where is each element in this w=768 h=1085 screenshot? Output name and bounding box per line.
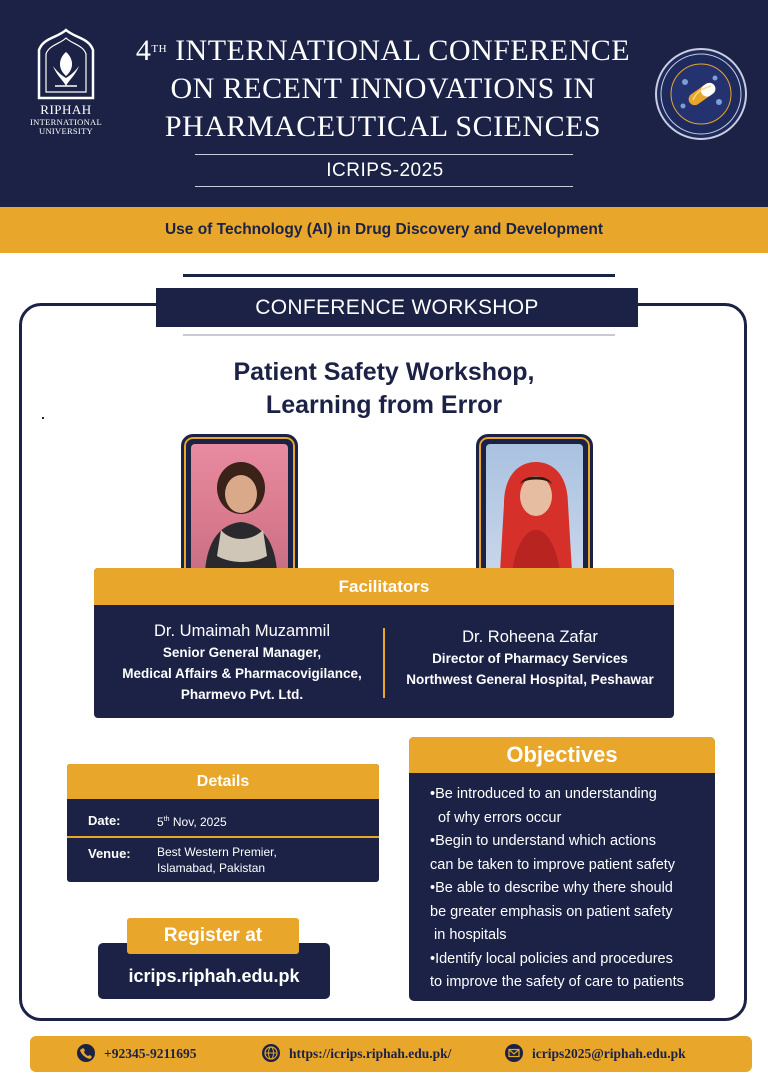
facilitators-divider [383, 628, 385, 698]
university-name: RIPHAH [40, 102, 92, 117]
date-rest: Nov, 2025 [169, 815, 227, 829]
details-heading: Details [67, 764, 379, 799]
riphah-crest-icon [33, 28, 99, 100]
facilitators-heading: Facilitators [94, 568, 674, 605]
venue-value [157, 844, 277, 876]
email-icon [505, 1044, 523, 1062]
workshop-title-line-1: Patient Safety Workshop, [233, 358, 535, 386]
university-subtitle: INTERNATIONAL UNIVERSITY [30, 117, 102, 136]
facilitator-1-line-3: Pharmevo Pvt. Ltd. [180, 687, 304, 702]
facilitator-photo-1 [181, 434, 298, 582]
workshop-label: CONFERENCE WORKSHOP [156, 288, 638, 327]
stray-dot [42, 417, 44, 419]
contact-email[interactable]: icrips2025@riphah.edu.pk [532, 1046, 686, 1061]
objectives-list [430, 783, 710, 995]
objective-line: to improve the safety of care to patients [430, 974, 684, 990]
date-suffix: th [163, 816, 170, 823]
facilitator-1-line-2: Medical Affairs & Pharmacovigilance, [122, 666, 362, 681]
theme-band: Use of Technology (AI) in Drug Discovery and Development [0, 207, 768, 253]
ordinal-suffix: TH [151, 43, 168, 55]
workshop-title [150, 356, 618, 422]
date-label: Date: [88, 813, 121, 828]
conference-title [118, 32, 648, 146]
workshop-rule-bottom [183, 334, 615, 336]
facilitator-2-name: Dr. Roheena Zafar [462, 628, 598, 646]
objective-line: in hospitals [434, 927, 507, 943]
facilitator-1-line-1: Senior General Manager, [162, 645, 322, 660]
conference-code: ICRIPS-2025 [326, 160, 444, 181]
header-rule-bottom [195, 186, 573, 187]
title-line-1: INTERNATIONAL CONFERENCE [175, 34, 631, 67]
phone-icon [77, 1044, 95, 1062]
register-heading: Register at [127, 918, 299, 954]
facilitator-2-line-1: Director of Pharmacy Services [432, 651, 628, 666]
ordinal-number: 4 [135, 34, 152, 67]
riphah-logo [20, 28, 112, 148]
details-row-divider [67, 836, 379, 838]
globe-icon [262, 1044, 280, 1062]
contact-website[interactable]: https://icrips.riphah.edu.pk/ [289, 1046, 452, 1061]
title-line-2: ON RECENT INNOVATIONS IN [170, 72, 596, 105]
venue-line-2: Islamabad, Pakistan [157, 861, 266, 875]
register-url[interactable]: icrips.riphah.edu.pk [98, 943, 330, 999]
objective-line: of why errors occur [438, 809, 562, 826]
venue-line-1: Best Western Premier, [157, 845, 277, 859]
title-line-3: PHARMACEUTICAL SCIENCES [164, 110, 602, 143]
objective-line: •Be introduced to an understanding [430, 786, 657, 802]
date-day: 5 [157, 815, 164, 829]
objective-line: can be taken to improve patient safety [430, 856, 676, 873]
objective-line: •Identify local policies and procedures [430, 950, 673, 967]
objectives-heading: Objectives [409, 737, 715, 773]
conference-seal-icon [655, 48, 747, 140]
workshop-rule-top [183, 274, 615, 277]
venue-label: Venue: [88, 846, 131, 861]
facilitator-1 [104, 620, 380, 705]
facilitator-2 [392, 626, 668, 690]
workshop-title-line-2: Learning from Error [265, 391, 503, 419]
facilitator-1-name: Dr. Umaimah Muzammil [153, 622, 331, 640]
date-value [157, 812, 227, 830]
facilitator-photo-2 [476, 434, 593, 582]
objective-line: •Be able to describe why there should [430, 880, 673, 896]
facilitator-2-line-2: Northwest General Hospital, Peshawar [406, 672, 654, 687]
contact-phone[interactable]: +92345-9211695 [104, 1046, 197, 1061]
objective-line: be greater emphasis on patient safety [430, 903, 673, 920]
header-rule-top [195, 154, 573, 155]
objective-line: •Begin to understand which actions [430, 833, 656, 849]
